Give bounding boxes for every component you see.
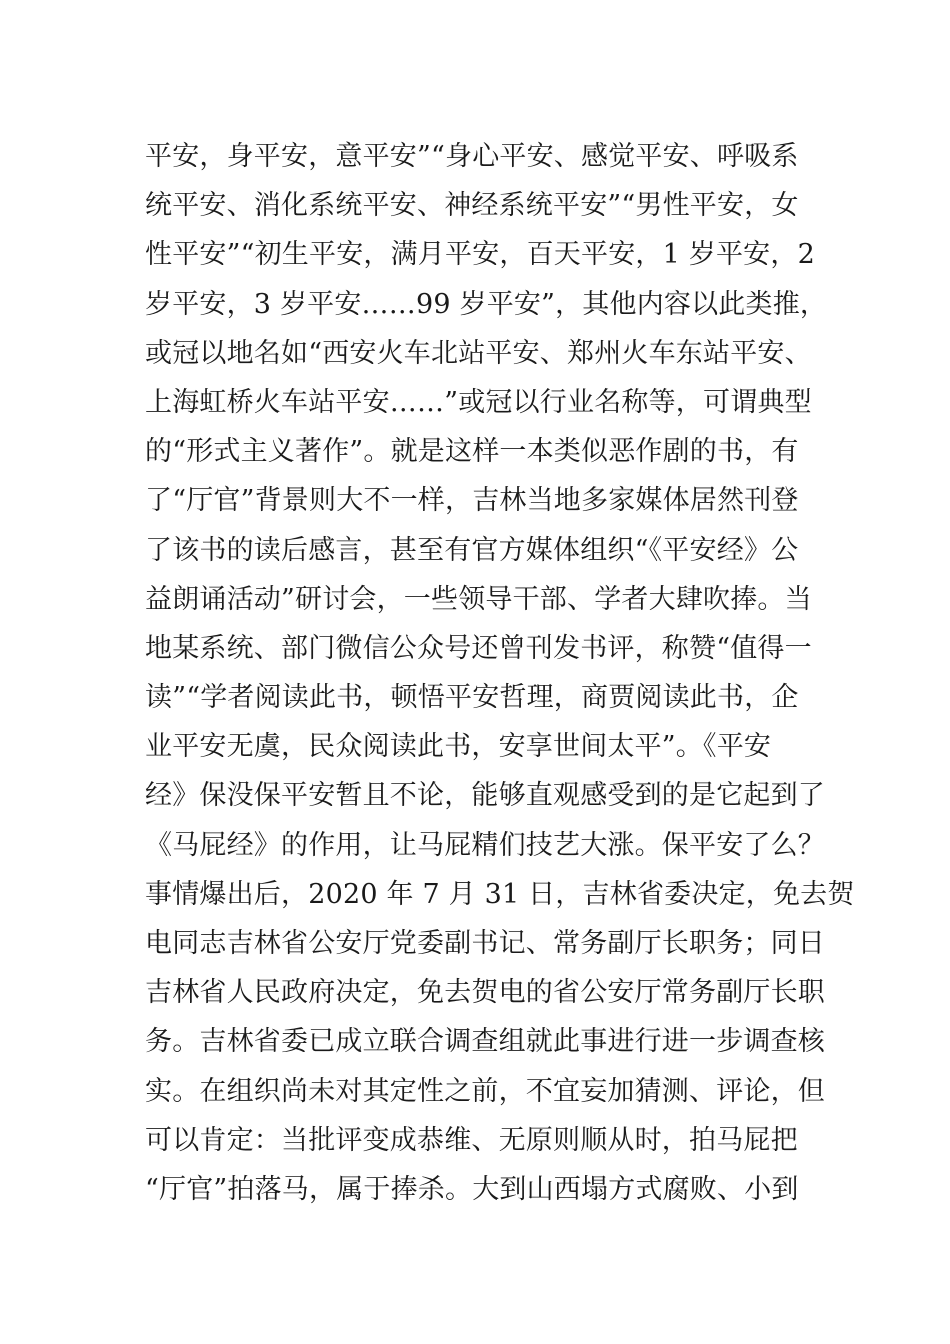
text-line: 性平安”“初生平安，满月平安，百天平安，1 岁平安，2 [145,239,815,271]
text-line: 或冠以地名如“西安火车北站平安、郑州火车东站平安、 [145,337,812,369]
text-line: 岁平安，3 岁平安……99 岁平安”，其他内容以此类推， [145,288,828,320]
text-line: 电同志吉林省公安厅党委副书记、常务副厅长职务；同日 [145,928,825,959]
text-line: 了该书的读后感言，甚至有官方媒体组织“《平安经》公 [145,534,799,566]
text-line: 益朗诵活动”研讨会，一些领导干部、学者大肆吹捧。当 [145,583,812,615]
text-line: 的“形式主义著作”。就是这样一本类似恶作剧的书，有 [145,436,799,468]
text-line: 《马屁经》的作用，让马屁精们技艺大涨。保平安了么？ [145,829,825,861]
text-line: 吉林省人民政府决定，免去贺电的省公安厅常务副厅长职 [145,977,825,1009]
text-line: “厅官”拍落马，属于捧杀。大到山西塌方式腐败、小到 [145,1173,799,1205]
text-line: 统平安、消化系统平安、神经系统平安”“男性平安，女 [145,190,799,222]
text-line: 务。吉林省委已成立联合调查组就此事进行进一步调查核 [145,1026,825,1058]
text-line: 经》保没保平安暂且不论，能够直观感受到的是它起到了 [145,780,825,812]
text-line: 事情爆出后，2020 年 7 月 31 日，吉林省委决定，免去贺 [145,878,855,910]
body-text [145,132,855,1214]
text-line: 实。在组织尚未对其定性之前，不宜妄加猜测、评论，但 [145,1075,825,1107]
text-line: 平安，身平安，意平安”“身心平安、感觉平安、呼吸系 [145,141,799,172]
text-line: 可以肯定：当批评变成恭维、无原则顺从时，拍马屁把 [145,1124,798,1156]
text-line: 了“厅官”背景则大不一样，吉林当地多家媒体居然刊登 [145,485,799,517]
text-line: 业平安无虞，民众阅读此书，安享世间太平”。《平安 [145,731,772,763]
text-line: 地某系统、部门微信公众号还曾刊发书评，称赞“值得一 [145,632,812,664]
text-line: 读”“学者阅读此书，顿悟平安哲理，商贾阅读此书，企 [145,682,799,714]
text-line: 上海虹桥火车站平安……”或冠以行业名称等，可谓典型 [145,386,812,418]
